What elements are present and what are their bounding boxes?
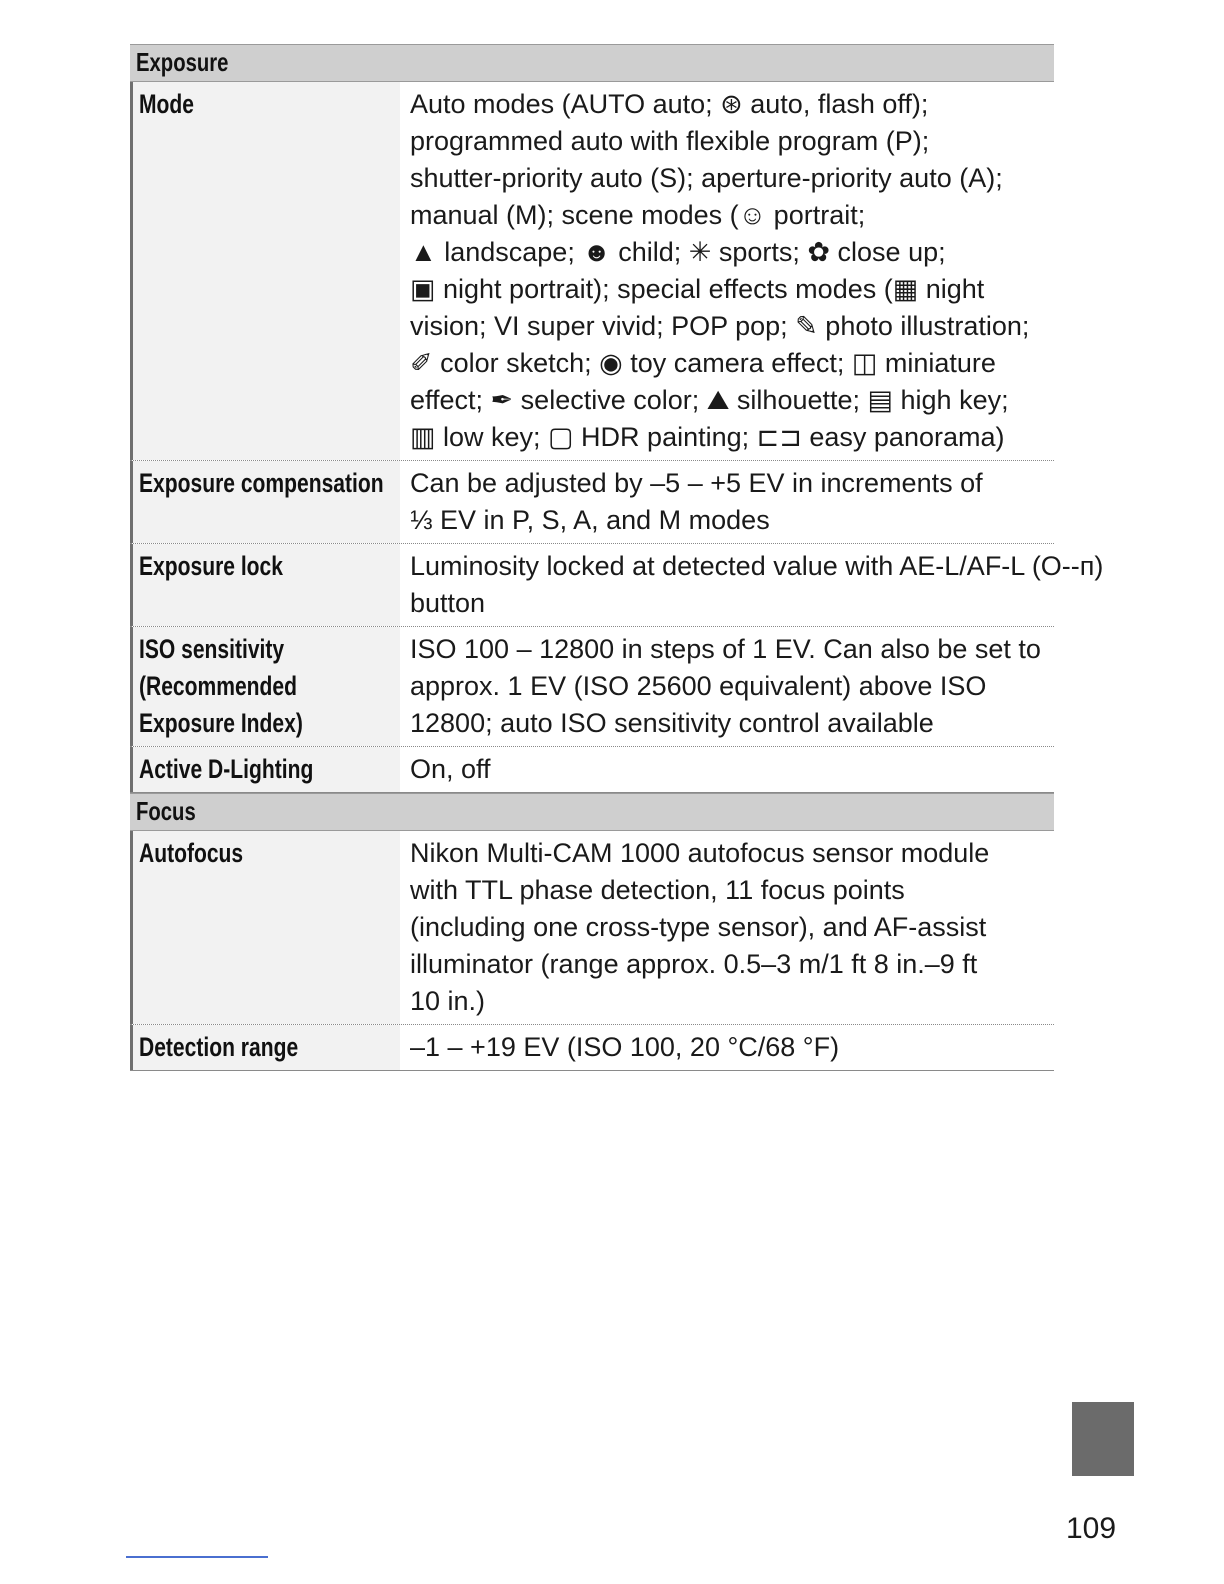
spec-row-autofocus — [130, 831, 1054, 1025]
spec-label-line: Exposure Index) — [139, 708, 303, 738]
spec-value-line: Can be adjusted by –5 – +5 EV in increments of — [410, 468, 983, 498]
spec-value-line: (including one cross-type sensor), and AF-assist — [410, 912, 987, 942]
spec-value-line: manual (M); scene modes (☺ portrait; — [410, 200, 866, 230]
spec-value-line: On, off — [410, 754, 491, 784]
spec-value-line: 10 in.) — [410, 986, 486, 1016]
spec-value-line: shutter-priority auto (S); aperture-priority auto (A); — [410, 163, 1003, 193]
spec-label-cell — [130, 82, 400, 460]
spec-label: Exposure lock — [139, 551, 283, 581]
spec-label-cell — [130, 461, 400, 543]
spec-value-line: vision; VI super vivid; POP pop; ✎ photo illustration; — [410, 311, 1030, 341]
spec-label-cell — [130, 831, 400, 1024]
spec-value-cell — [400, 747, 1054, 792]
spec-value-line: –1 – +19 EV (ISO 100, 20 °C/68 °F) — [410, 1032, 840, 1062]
spec-value-line: ▣ night portrait); special effects modes (▦ night — [410, 274, 985, 304]
spec-label-cell — [130, 747, 400, 792]
spec-value-cell — [400, 627, 1054, 746]
section-header-focus — [130, 793, 1054, 831]
spec-value-line: ▥ low key; ▢ HDR painting; ⊏⊐ easy panorama) — [410, 422, 1005, 452]
spec-label-cell — [130, 1025, 400, 1070]
spec-value-line: illuminator (range approx. 0.5–3 m/1 ft 8 in.–9 ft — [410, 949, 978, 979]
spec-row-active-d-lighting — [130, 747, 1054, 793]
spec-label-cell — [130, 627, 400, 746]
section-title: Focus — [136, 796, 196, 826]
spec-label: Mode — [139, 89, 194, 119]
spec-label-line: ISO sensitivity — [139, 634, 285, 664]
spec-value-cell — [400, 82, 1054, 460]
spec-value-line: button — [410, 588, 486, 618]
spec-table — [130, 44, 1104, 1071]
spec-value-line: Luminosity locked at detected value with AE-L/AF-L (O‑‑п) — [410, 551, 1104, 581]
spec-value-cell — [400, 831, 1054, 1024]
spec-value-line: effect; ✒ selective color; ⛰ silhouette; ▤ high key; — [410, 385, 1009, 415]
spec-value-line: approx. 1 EV (ISO 25600 equivalent) above ISO — [410, 671, 987, 701]
spec-value-line: programmed auto with flexible program (P); — [410, 126, 930, 156]
spec-value-line: ▲ landscape; ☻ child; ✳ sports; ✿ close up; — [410, 237, 946, 267]
spec-label: Detection range — [139, 1032, 299, 1062]
spec-value-line: Auto modes (AUTO auto; ⊛ auto, flash off); — [410, 89, 929, 119]
spec-row-detection-range — [130, 1025, 1054, 1071]
section-title: Exposure — [136, 47, 229, 77]
page-number: 109 — [1066, 1512, 1117, 1545]
spec-value-line: ✐ color sketch; ◉ toy camera effect; ◫ miniature — [410, 348, 996, 378]
spec-value-cell — [400, 544, 1111, 626]
spec-label: Exposure compensation — [139, 468, 384, 498]
spec-value-line: ISO 100 – 12800 in steps of 1 EV. Can also be set to — [410, 634, 1041, 664]
thumb-index-tab — [1072, 1402, 1134, 1476]
spec-value-cell — [400, 461, 1054, 543]
spec-value-line: Nikon Multi-CAM 1000 autofocus sensor module — [410, 838, 990, 868]
spec-label: Active D-Lighting — [139, 754, 314, 784]
spec-value-cell — [400, 1025, 1054, 1070]
spec-row-exposure-compensation — [130, 461, 1054, 544]
spec-label: Autofocus — [139, 838, 244, 868]
spec-value-line: with TTL phase detection, 11 focus points — [410, 875, 905, 905]
section-header-exposure — [130, 44, 1054, 82]
spec-value-line: ⅓ EV in P, S, A, and M modes — [410, 505, 770, 535]
spec-label-line: (Recommended — [139, 671, 297, 701]
spec-row-mode — [130, 82, 1054, 461]
footer-rule — [126, 1556, 268, 1558]
spec-label-cell — [130, 544, 400, 626]
spec-value-line: 12800; auto ISO sensitivity control available — [410, 708, 934, 738]
spec-row-iso-sensitivity — [130, 627, 1054, 747]
spec-row-exposure-lock — [130, 544, 1104, 627]
